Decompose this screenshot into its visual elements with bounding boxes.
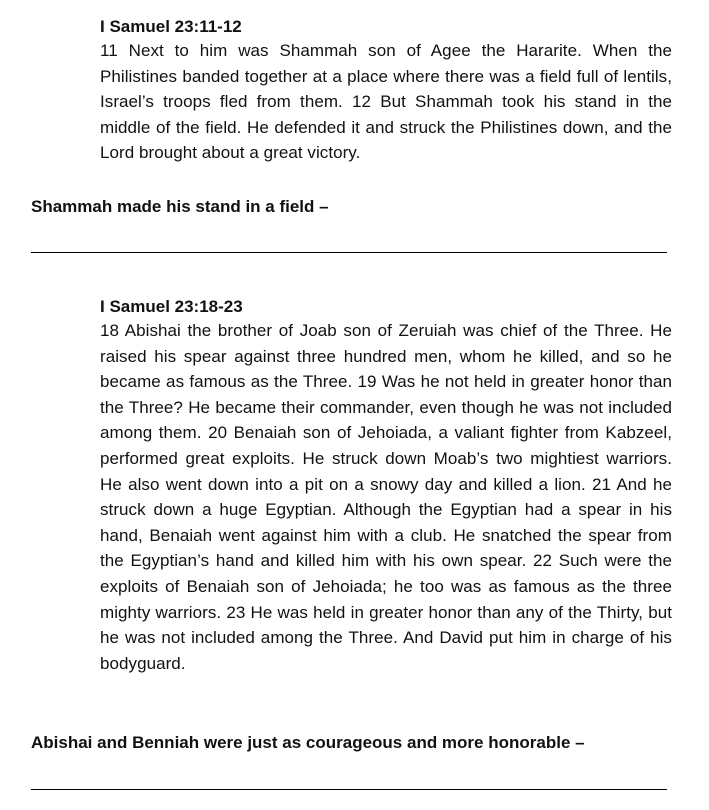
- scripture-section-1: [100, 16, 672, 166]
- answer-line[interactable]: [31, 252, 667, 253]
- answer-line[interactable]: [31, 789, 667, 790]
- question-prompt: Abishai and Benniah were just as courageous and more honorable –: [31, 733, 585, 752]
- scripture-passage: 18 Abishai the brother of Joab son of Zeruiah was chief of the Three. He raised his spear against three hundred men, whom he killed, and so he became as famous as the Three. 19 Was he not held in greater honor than the Three? He became their commander, even though he was not included among them. 20 Benaiah son of Jehoiada, a valiant fighter from Kabzeel, performed great exploits. He struck down Moab’s two mightiest warriors. He also went down into a pit on a snowy day and killed a lion. 21 And he struck down a huge Egyptian. Although the Egyptian had a spear in his hand, Benaiah went against him with a club. He snatched the spear from the Egyptian’s hand and killed him with his own spear. 22 Such were the exploits of Benaiah son of Jehoiada; he too was as famous as the three mighty warriors. 23 He was held in greater honor than any of the Thirty, but he was not included among the Three. And David put him in charge of his bodyguard.: [100, 321, 672, 673]
- scripture-reference: I Samuel 23:18-23: [100, 297, 243, 316]
- scripture-passage: 11 Next to him was Shammah son of Agee the Hararite. When the Philistines banded together at a place where there was a field full of lentils, Israel’s troops fled from them. 12 But Shammah took his stand in the middle of the field. He defended it and struck the Philistines down, and the Lord brought about a great victory.: [100, 41, 672, 163]
- scripture-section-2: [100, 296, 672, 676]
- scripture-reference: I Samuel 23:11-12: [100, 17, 242, 36]
- question-prompt: Shammah made his stand in a field –: [31, 197, 329, 216]
